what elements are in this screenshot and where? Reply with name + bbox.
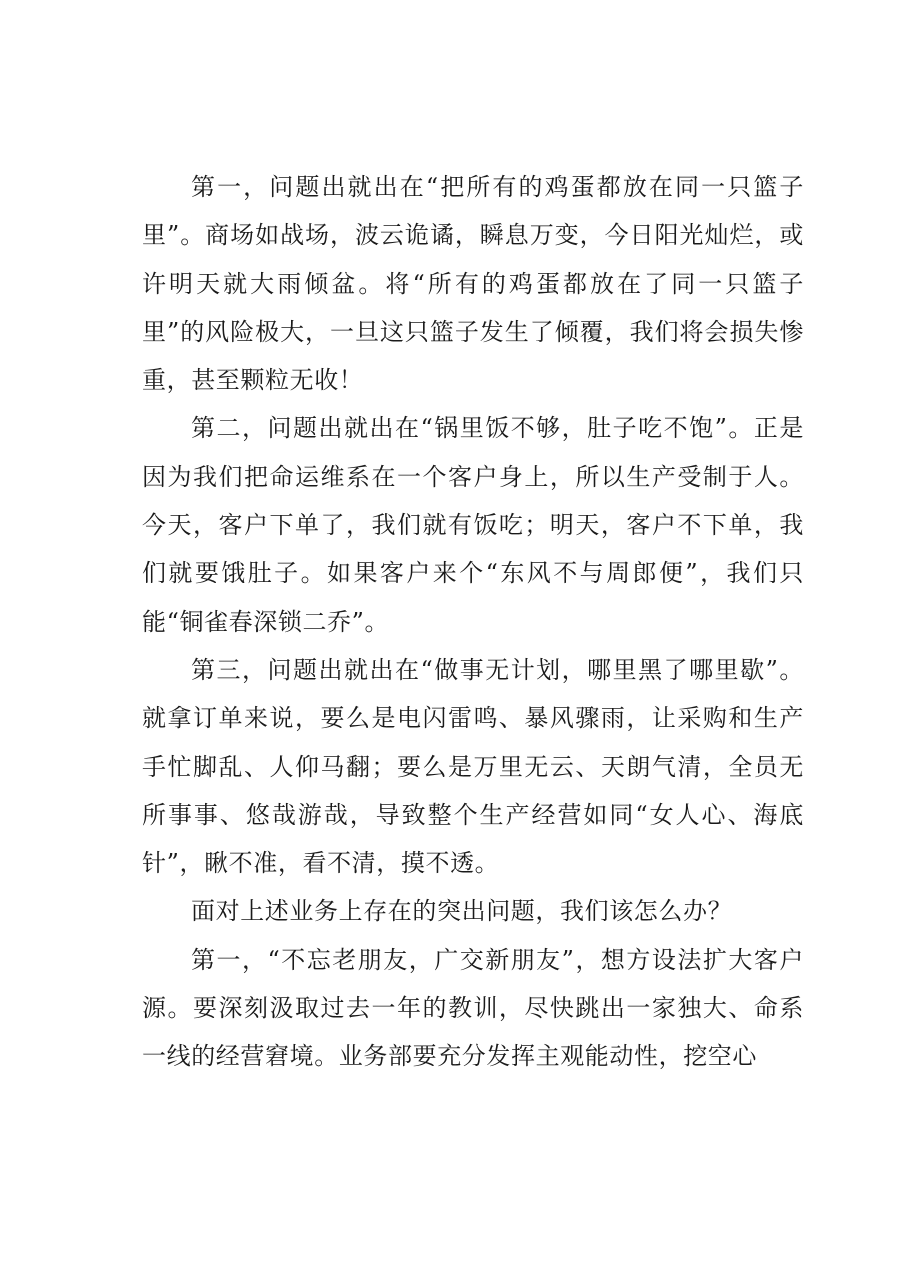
document-body bbox=[142, 163, 804, 1081]
paragraph-3: 第三，问题出就出在“做事无计划，哪里黑了哪里歇”。就拿订单来说，要么是电闪雷鸣、暴风骤雨，让采购和生产手忙脚乱、人仰马翻；要么是万里无云、天朗气清，全员无所事事、悠哉游哉，导致整个生产经营如同“女人心、海底针”，瞅不准，看不清，摸不透。 bbox=[142, 655, 804, 878]
paragraph-5: 第一，“不忘老朋友，广交新朋友”，想方设法扩大客户源。要深刻汲取过去一年的教训，尽快跳出一家独大、命系一线的经营窘境。业务部要充分发挥主观能动性，挖空心 bbox=[142, 945, 804, 1071]
paragraph-2: 第二，问题出就出在“锅里饭不够，肚子吃不饱”。正是因为我们把命运维系在一个客户身上，所以生产受制于人。今天，客户下单了，我们就有饭吃；明天，客户不下单，我们就要饿肚子。如果客户来个“东风不与周郎便”，我们只能“铜雀春深锁二乔”。 bbox=[142, 414, 804, 636]
paragraph-1: 第一，问题出就出在“把所有的鸡蛋都放在同一只篮子里”。商场如战场，波云诡谲，瞬息万变，今日阳光灿烂，或许明天就大雨倾盆。将“所有的鸡蛋都放在了同一只篮子里”的风险极大，一旦这只篮子发生了倾覆，我们将会损失惨重，甚至颗粒无收！ bbox=[142, 173, 804, 395]
paragraph-4: 面对上述业务上存在的突出问题，我们该怎么办？ bbox=[191, 897, 733, 926]
